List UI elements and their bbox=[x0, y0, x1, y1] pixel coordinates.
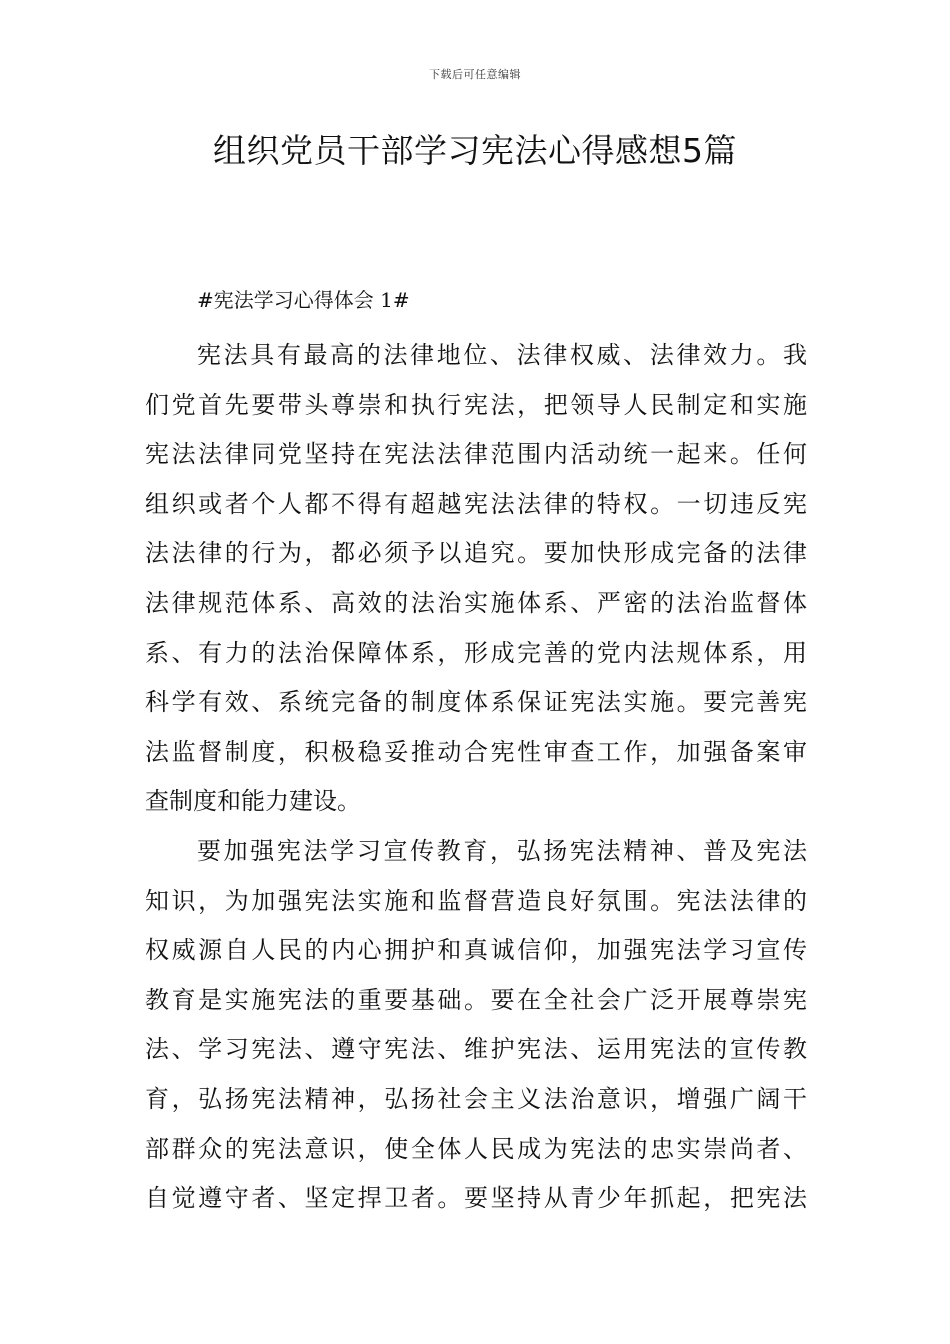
paragraph-line: 们党首先要带头尊崇和执行宪法，把领导人民制定和实施 bbox=[145, 390, 807, 419]
section-heading: #宪法学习心得体会 1# bbox=[197, 288, 410, 312]
document-title: 组织党员干部学习宪法心得感想5篇 bbox=[213, 131, 737, 170]
paragraph-line: 宪法法律同党坚持在宪法法律范围内活动统一起来。任何 bbox=[145, 440, 807, 469]
paragraph-line: 权威源自人民的内心拥护和真诚信仰，加强宪法学习宣传 bbox=[145, 936, 807, 965]
paragraph-line: 法律规范体系、高效的法治实施体系、严密的法治监督体 bbox=[145, 588, 807, 617]
paragraph-line: 部群众的宪法意识，使全体人民成为宪法的忠实崇尚者、 bbox=[145, 1134, 807, 1163]
paragraph-2 bbox=[145, 827, 807, 1224]
paragraph-line: 育，弘扬宪法精神，弘扬社会主义法治意识，增强广阔干 bbox=[145, 1084, 807, 1113]
paragraph-line: 教育是实施宪法的重要基础。要在全社会广泛开展尊崇宪 bbox=[145, 985, 807, 1014]
document-body bbox=[145, 280, 807, 1224]
paragraph-line: 系、有力的法治保障体系，形成完善的党内法规体系，用 bbox=[145, 638, 807, 667]
paragraph-line: 要加强宪法学习宣传教育，弘扬宪法精神、普及宪法 bbox=[197, 836, 807, 865]
paragraph-line: 法监督制度，积极稳妥推动合宪性审查工作，加强备案审 bbox=[145, 737, 807, 766]
paragraph-line: 组织或者个人都不得有超越宪法法律的特权。一切违反宪 bbox=[145, 489, 807, 518]
paragraph-line: 查制度和能力建设。 bbox=[145, 787, 361, 816]
paragraph-line: 自觉遵守者、坚定捍卫者。要坚持从青少年抓起，把宪法 bbox=[145, 1184, 807, 1213]
paragraph-1 bbox=[145, 331, 807, 827]
header-note: 下载后可任意编辑 bbox=[429, 68, 521, 81]
paragraph-line: 知识，为加强宪法实施和监督营造良好氛围。宪法法律的 bbox=[145, 886, 807, 915]
paragraph-line: 法法律的行为，都必须予以追究。要加快形成完备的法律 bbox=[145, 539, 807, 568]
paragraph-line: 科学有效、系统完备的制度体系保证宪法实施。要完善宪 bbox=[145, 688, 807, 717]
paragraph-line: 宪法具有最高的法律地位、法律权威、法律效力。我 bbox=[197, 341, 807, 369]
paragraph-line: 法、学习宪法、遵守宪法、维护宪法、运用宪法的宣传教 bbox=[145, 1035, 807, 1064]
